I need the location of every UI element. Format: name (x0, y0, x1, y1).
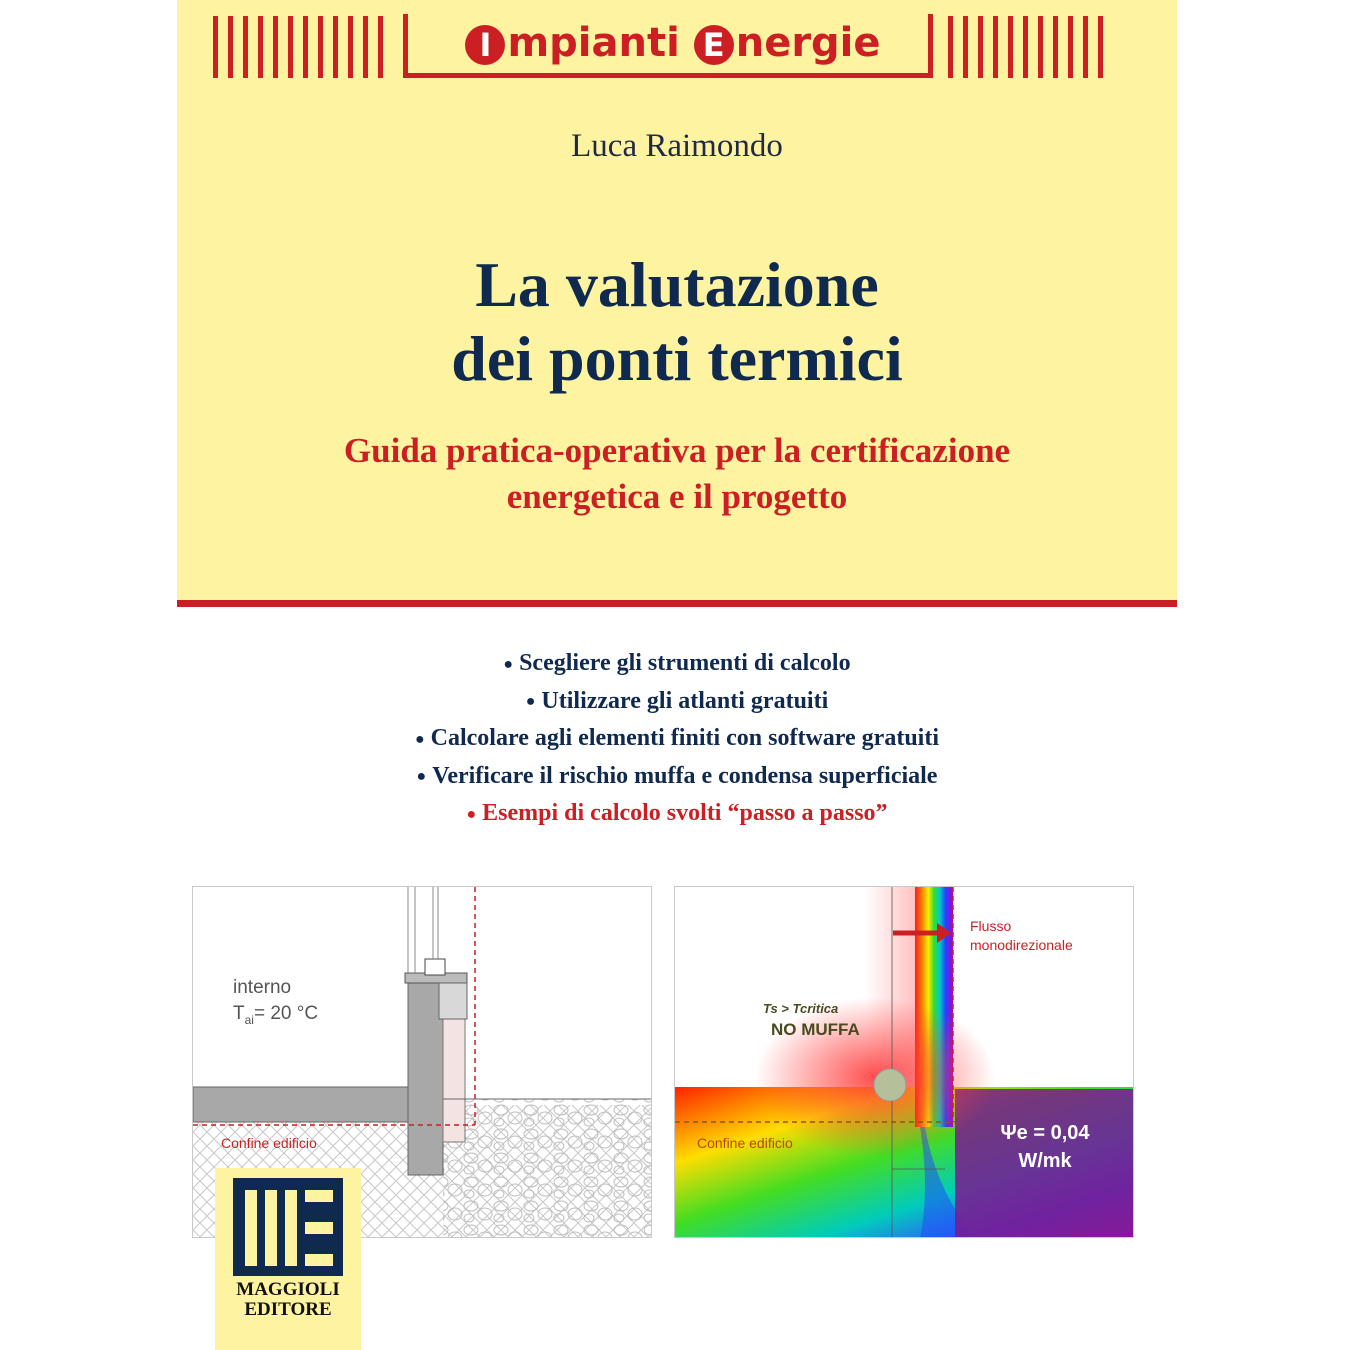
cover-top-band (177, 0, 1177, 602)
series-initial-e: E (694, 25, 734, 65)
divider-line (177, 600, 1177, 607)
boundary-label: Confine edificio (221, 1135, 317, 1151)
temperature-label: $T_{ai}= 20$ °C (233, 1003, 319, 1027)
bullet-item-highlight: ● Esempi di calcolo svolti “passo a passo” (466, 800, 888, 826)
publisher-logo (215, 1168, 361, 1350)
psi-value: Ψe = 0,04 W/mk (1000, 1122, 1090, 1172)
bullet-item: ● Verificare il rischio muffa e condensa superficiale (416, 762, 938, 789)
series-bars-right (948, 16, 1103, 78)
series-header (213, 14, 1125, 78)
author-name: Luca Raimondo (571, 128, 783, 164)
bullet-item: ● Utilizzare gli atlanti gratuiti (525, 687, 829, 714)
no-mold-label: NO MUFFA (771, 1020, 860, 1039)
bullet-item: ● Calcolare agli elementi finiti con software gratuiti (414, 725, 939, 751)
publisher-logo-mark (215, 1168, 361, 1278)
interior-label: interno (233, 977, 292, 998)
publisher-name: MAGGIOLI EDITORE (236, 1279, 340, 1320)
series-bars-left (213, 16, 383, 78)
book-cover (177, 0, 1177, 1350)
book-title: La valutazione dei ponti termici (451, 249, 903, 394)
book-subtitle: Guida pratica-operativa per la certificazione energetica e il progetto (343, 431, 1011, 516)
series-initial-i: I (465, 25, 505, 65)
flux-label: Flusso monodirezionale (970, 918, 1073, 953)
boundary-label: Confine edificio (697, 1135, 793, 1151)
thermal-simulation (674, 886, 1134, 1238)
bullet-list (177, 645, 1177, 833)
ts-label: Ts > Tcritica (763, 1001, 839, 1016)
bullet-item: ● Scegliere gli strumenti di calcolo (503, 650, 851, 676)
series-title: I mpianti E nergie (423, 20, 923, 66)
